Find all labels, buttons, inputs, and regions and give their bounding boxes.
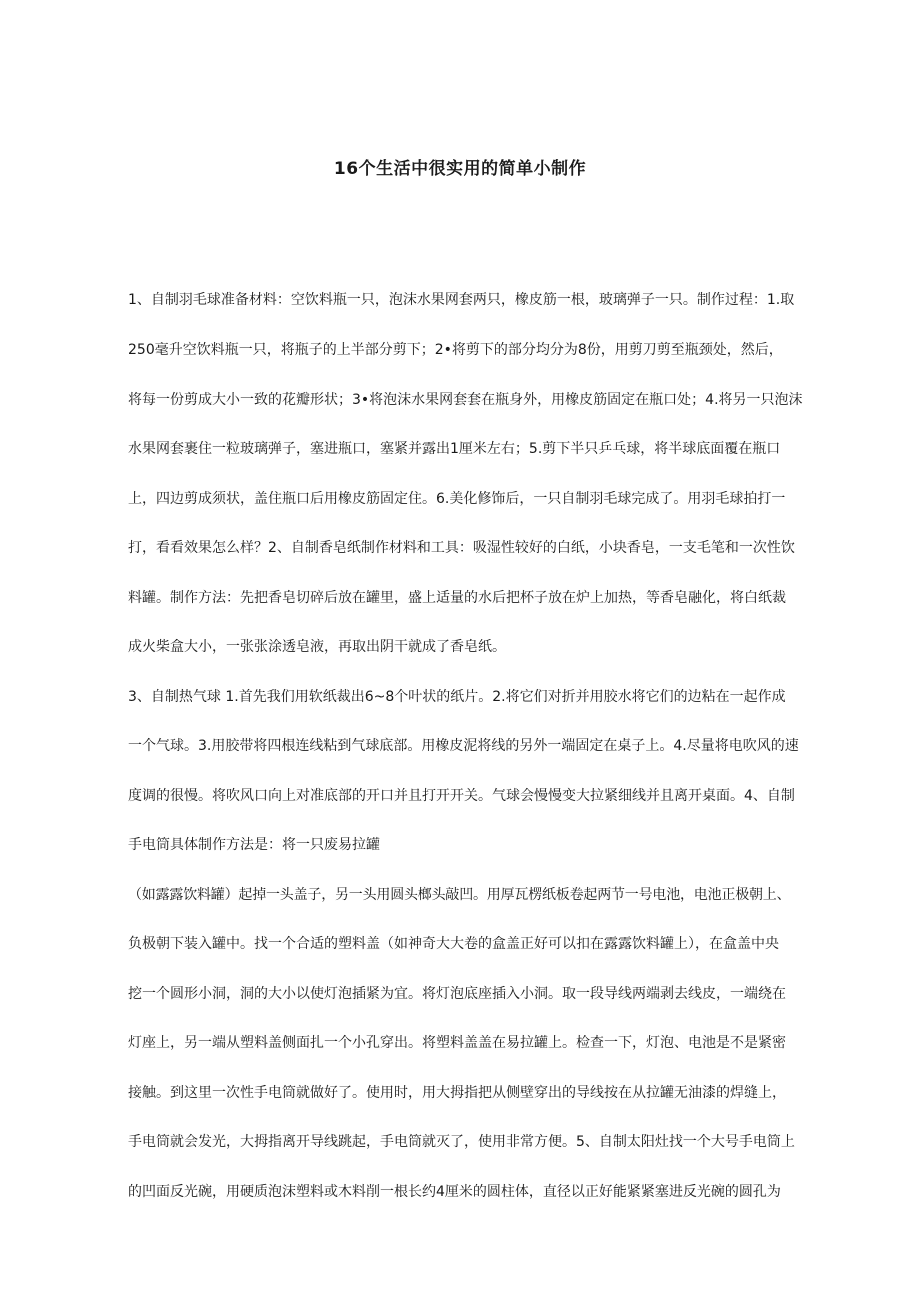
body-line: 料罐。制作方法：先把香皂切碎后放在罐里，盛上适量的水后把杯子放在炉上加热，等香皂融化，将白纸裁 xyxy=(128,590,786,606)
body-line: 挖一个圆形小洞，洞的大小以使灯泡插紧为宜。将灯泡底座插入小洞。取一段导线两端剥去线皮，一端绕在 xyxy=(128,986,786,1002)
body-line: （如露露饮料罐）起掉一头盖子，另一头用圆头榔头敲凹。用厚瓦楞纸板卷起两节一号电池，电池正极朝上、 xyxy=(128,887,791,903)
body-line: 手电筒具体制作方法是：将一只废易拉罐 xyxy=(128,837,380,853)
body-line: 接触。到这里一次性手电筒就做好了。使用时，用大拇指把从侧壁穿出的导线按在从拉罐无油漆的焊缝上， xyxy=(128,1085,786,1101)
body-line: 度调的很慢。将吹风口向上对准底部的开口并且打开开关。气球会慢慢变大拉紧细线并且离开桌面。4、自制 xyxy=(128,788,795,804)
body-line: 250毫升空饮料瓶一只，将瓶子的上半部分剪下；2•将剪下的部分均分为8份，用剪刀剪至瓶颈处，然后， xyxy=(128,342,783,358)
body-line: 水果网套裹住一粒玻璃弹子，塞进瓶口，塞紧并露出1厘米左右；5.剪下半只乒乓球，将半球底面覆在瓶口 xyxy=(128,441,781,457)
body-line: 成火柴盒大小，一张张涂透皂液，再取出阴干就成了香皂纸。 xyxy=(128,639,506,655)
body-line: 打，看看效果怎么样？2、自制香皂纸制作材料和工具：吸湿性较好的白纸，小块香皂，一支毛笔和一次性饮 xyxy=(128,540,795,556)
body-line: 负极朝下装入罐中。找一个合适的塑料盖（如神奇大大卷的盒盖正好可以扣在露露饮料罐上），在盒盖中央 xyxy=(128,936,779,952)
body-line: 灯座上，另一端从塑料盖侧面扎一个小孔穿出。将塑料盖盖在易拉罐上。检查一下，灯泡、电池是不是紧密 xyxy=(128,1035,786,1051)
body-line: 3、自制热气球 1.首先我们用软纸裁出6~8个叶状的纸片。2.将它们对折并用胶水将它们的边粘在一起作成 xyxy=(128,689,786,705)
document-title: 16个生活中很实用的简单小制作 xyxy=(333,159,587,179)
body-line: 一个气球。3.用胶带将四根连线粘到气球底部。用橡皮泥将线的另外一端固定在桌子上。4.尽量将电吹风的速 xyxy=(128,738,799,754)
body-line: 1、自制羽毛球准备材料：空饮料瓶一只，泡沫水果网套两只，橡皮筋一根，玻璃弹子一只。制作过程：1.取 xyxy=(128,292,795,308)
body-line: 将每一份剪成大小一致的花瓣形状；3•将泡沫水果网套套在瓶身外，用橡皮筋固定在瓶口处；4.将另一只泡沫 xyxy=(128,392,803,408)
body-line: 上，四边剪成须状，盖住瓶口后用橡皮筋固定住。6.美化修饰后，一只自制羽毛球完成了。用羽毛球拍打一 xyxy=(128,491,786,507)
body-line: 手电筒就会发光，大拇指离开导线跳起，手电筒就灭了，使用非常方便。5、自制太阳灶找一个大号手电筒上 xyxy=(128,1134,795,1150)
body-line: 的凹面反光碗，用硬质泡沫塑料或木料削一根长约4厘米的圆柱体，直径以正好能紧紧塞进反光碗的圆孔为 xyxy=(128,1184,781,1200)
